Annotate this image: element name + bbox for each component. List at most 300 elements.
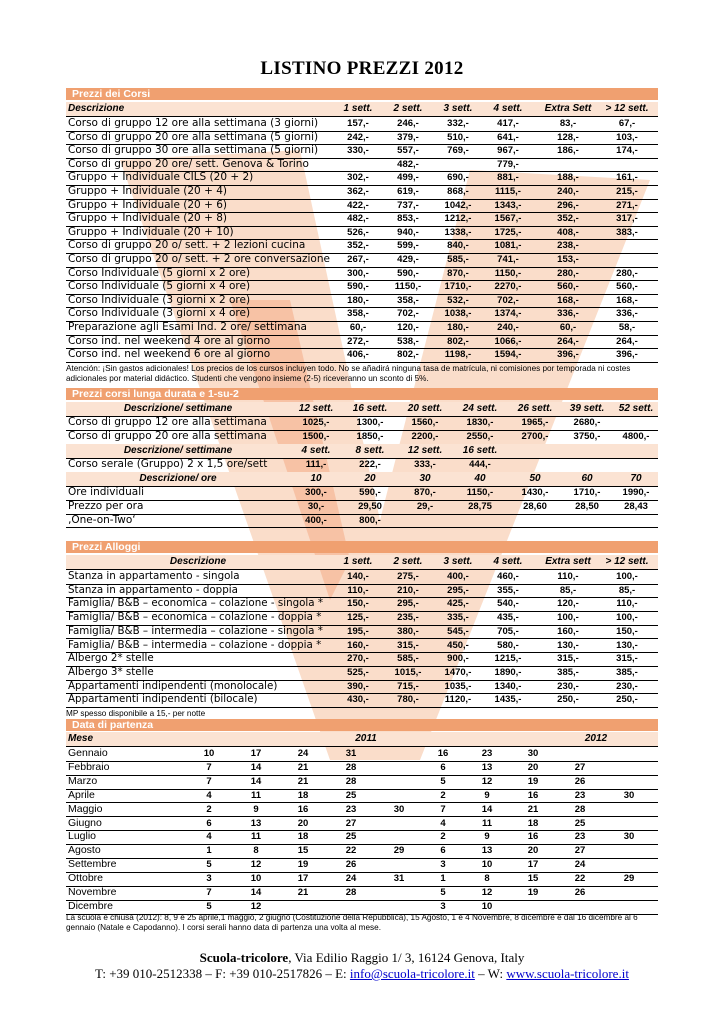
date-day: 23 [574, 789, 586, 801]
date-day: 30 [623, 831, 635, 843]
lunga-header-2-cell: 12 sett. [407, 445, 443, 456]
alloggi-row-value: 210,- [397, 584, 419, 596]
alloggi-header-cell: 3 sett. [443, 556, 473, 567]
date-day: 19 [297, 859, 309, 871]
corsi-row-value: 358,- [397, 294, 419, 306]
date-month: Maggio [68, 802, 103, 815]
corsi-row-value: 336,- [616, 308, 638, 320]
date-row [66, 872, 658, 887]
corsi-row-value: 499,- [397, 172, 419, 184]
corsi-row-value: 840,- [447, 240, 469, 252]
date-day: 12 [481, 887, 493, 898]
lunga-header-3-cell: 70 [630, 473, 642, 484]
corsi-row-value: 526,- [347, 226, 369, 238]
alloggi-row-value: 295,- [397, 598, 419, 610]
date-day: 20 [297, 817, 309, 829]
ore-row-value: 28,75 [468, 500, 492, 512]
corsi-row [66, 239, 658, 254]
footer-address [0, 950, 724, 966]
date-day: 28 [345, 887, 357, 898]
date-day: 18 [527, 817, 539, 829]
corsi-row-value: 67,- [618, 118, 636, 129]
alloggi-row-value: 125,- [347, 612, 369, 624]
alloggi-row-value: 100,- [616, 612, 638, 624]
corsi-row-value: 330,- [347, 145, 369, 157]
date-day: 31 [345, 748, 357, 759]
corsi-row-value: 881,- [497, 172, 519, 184]
corsi-row-label: Corso di gruppo 20 o/ sett. + 2 lezioni cucina [68, 239, 306, 252]
corsi-row-value: 741,- [497, 254, 519, 265]
corsi-row [66, 185, 658, 200]
date-day: 24 [574, 859, 586, 871]
date-day: 10 [481, 900, 493, 912]
ore-row-value: 29,50 [358, 500, 382, 512]
alloggi-row-value: 580,- [497, 639, 519, 651]
alloggi-row-value: 430,- [347, 694, 369, 706]
corsi-row-value: 300,- [347, 267, 369, 279]
date-day: 9 [484, 831, 490, 843]
alloggi-row-value: 110,- [347, 584, 369, 596]
corsi-row-value: 1212,- [444, 213, 472, 225]
lunga-header-2-cell: 16 sett. [462, 445, 498, 456]
corsi-row-value: 280,- [557, 267, 579, 279]
corsi-row-value: 1725,- [494, 226, 522, 238]
lunga-header-3-cell: 40 [474, 473, 486, 484]
lunga-row-value: 2700,- [521, 430, 549, 442]
lunga-header-3-cell: 10 [310, 473, 322, 484]
corsi-row [66, 321, 658, 336]
ore-row-value: 30,- [307, 500, 325, 512]
corsi-row-value: 1710,- [444, 281, 472, 293]
corsi-row-value: 1567,- [494, 213, 522, 225]
alloggi-row-value: 1890,- [494, 666, 522, 678]
corsi-row-label: Gruppo + Individuale (20 + 8) [68, 212, 227, 225]
alloggi-row [66, 652, 658, 667]
corsi-row-value: 188,- [557, 172, 579, 184]
ore-row-value: 29,- [416, 500, 434, 512]
alloggi-row-value: 150,- [347, 598, 369, 610]
lunga-header-1-cell: 52 sett. [618, 403, 654, 414]
section-corsi: Prezzi dei Corsi [66, 88, 658, 100]
date-day: 22 [574, 873, 586, 885]
date-day: 7 [206, 761, 212, 773]
corsi-row-value: 358,- [347, 308, 369, 320]
alloggi-row-value: 130,- [557, 639, 579, 651]
corsi-row [66, 226, 658, 241]
corsi-row [66, 307, 658, 322]
corsi-row-value: 560,- [616, 281, 638, 293]
alloggi-row-label: Albergo 3* stelle [68, 665, 154, 678]
corsi-header [66, 102, 658, 117]
alloggi-header-cell: 4 sett. [493, 556, 523, 567]
date-day: 6 [440, 845, 446, 857]
alloggi-row-value: 715,- [397, 680, 419, 692]
date-row [66, 747, 658, 762]
date-day: 27 [574, 761, 586, 773]
lunga-row [66, 430, 658, 445]
corsi-row-value: 1042,- [444, 199, 472, 211]
date-month: Febbraio [68, 760, 110, 773]
lunga-header-3-cell: 50 [529, 473, 541, 484]
corsi-header-cell: Extra Sett [544, 103, 592, 114]
corsi-row-value: 58,- [618, 322, 636, 333]
date-day: 4 [206, 831, 212, 843]
alloggi-row-value: 540,- [497, 598, 519, 610]
lunga-row-value: 1500,- [302, 430, 330, 442]
alloggi-row-label: Appartamenti indipendenti (bilocale) [68, 693, 258, 706]
date-day: 3 [206, 873, 212, 885]
corsi-row-value: 802,- [397, 349, 419, 361]
serale-row [66, 458, 658, 473]
lunga-header-1 [66, 402, 658, 417]
alloggi-row-value: 1340,- [494, 680, 522, 692]
corsi-row-value: 1338,- [444, 226, 472, 238]
alloggi-row-label: Stanza in appartamento - singola [68, 570, 240, 582]
corsi-row-value: 264,- [616, 335, 638, 347]
date-row [66, 775, 658, 790]
lunga-row-value: 1830,- [466, 417, 494, 428]
date-day: 16 [527, 789, 539, 801]
date-month: Novembre [68, 886, 117, 898]
alloggi-header-cell: 1 sett. [343, 556, 373, 567]
corsi-row [66, 144, 658, 159]
date-day: 21 [297, 761, 309, 773]
corsi-row-value: 180,- [347, 294, 369, 306]
corsi-row-label: Corso di gruppo 30 ore alla settimana (5 giorni) [68, 144, 319, 157]
date-day: 15 [527, 873, 539, 885]
ore-row-value: 1430,- [521, 487, 549, 498]
serale-row-value: 111,- [305, 459, 327, 470]
date-row [66, 803, 658, 818]
corsi-row [66, 294, 658, 309]
date-day: 4 [206, 789, 212, 801]
alloggi-row-label: Famiglia/ B&B – intermedia – colazione - singola * [68, 624, 323, 637]
corsi-row-value: 482,- [347, 213, 369, 225]
school-name: Scuola-tricolore [199, 950, 289, 965]
corsi-row-value: 157,- [347, 118, 369, 129]
date-day: 2 [440, 789, 446, 801]
corsi-header-cell: > 12 sett. [605, 103, 649, 114]
date-day: 16 [297, 803, 309, 815]
date-day: 26 [345, 859, 357, 871]
corsi-row [66, 348, 658, 363]
date-row [66, 789, 658, 804]
corsi-row-label: Corso Individuale (5 giorni x 2 ore) [68, 266, 251, 279]
corsi-row-value: 802,- [447, 335, 469, 347]
date-day: 3 [440, 900, 446, 912]
date-day: 28 [345, 761, 357, 773]
alloggi-row-value: 250,- [557, 694, 579, 706]
corsi-row-value: 272,- [347, 335, 369, 347]
date-day: 11 [250, 789, 262, 801]
section-date: Data di partenza [66, 719, 658, 731]
date-day: 10 [203, 748, 215, 759]
alloggi-row-value: 230,- [616, 680, 638, 692]
alloggi-row-value: 235,- [397, 612, 419, 624]
corsi-row-value: 271,- [616, 199, 638, 211]
corsi-row-value: 585,- [447, 254, 469, 265]
date-month: Agosto [68, 844, 101, 857]
corsi-row-value: 769,- [447, 145, 469, 157]
date-day: 13 [481, 845, 493, 857]
corsi-row-value: 180,- [447, 322, 469, 333]
corsi-row-value: 240,- [497, 322, 519, 333]
corsi-row-value: 967,- [497, 145, 519, 157]
ore-row-label: Prezzo per ora [68, 499, 144, 512]
ore-row-value: 28,43 [624, 500, 648, 512]
date-day: 30 [527, 748, 539, 759]
corsi-row-label: Corso Individuale (3 giorni x 2 ore) [68, 293, 251, 306]
section-alloggi: Prezzi Alloggi [66, 541, 658, 553]
alloggi-row-value: 335,- [447, 612, 469, 624]
corsi-row-value: 60,- [559, 322, 577, 333]
corsi-row-value: 599,- [397, 240, 419, 252]
date-day: 12 [250, 859, 262, 871]
corsi-row [66, 267, 658, 282]
corsi-row-value: 853,- [397, 213, 419, 225]
web-link[interactable]: www.scuola-tricolore.it [506, 966, 629, 981]
serale-row-value: 222,- [359, 459, 381, 470]
alloggi-row-value: 525,- [347, 666, 369, 678]
corsi-row [66, 171, 658, 186]
alloggi-row-value: 315,- [616, 653, 638, 665]
corsi-row-value: 332,- [447, 118, 469, 129]
corsi-row-value: 538,- [397, 335, 419, 347]
corsi-row-value: 641,- [497, 131, 519, 143]
corsi-row-value: 246,- [397, 118, 419, 129]
corsi-row-value: 590,- [347, 281, 369, 293]
alloggi-row-value: 400,- [447, 571, 469, 582]
date-day: 12 [250, 900, 262, 912]
ore-row-label: ‚One-on-Two‘ [68, 513, 136, 526]
alloggi-row-value: 385,- [616, 666, 638, 678]
date-day: 27 [574, 845, 586, 857]
corsi-row-value: 429,- [397, 254, 419, 265]
ore-row [66, 500, 658, 515]
corsi-row-value: 1198,- [444, 349, 472, 361]
email-link[interactable]: info@scuola-tricolore.it [349, 966, 475, 981]
corsi-row-value: 153,- [557, 254, 579, 265]
date-day: 17 [527, 859, 539, 871]
corsi-row-value: 379,- [397, 131, 419, 143]
web-prefix: – W: [474, 966, 507, 981]
alloggi-row-value: 100,- [557, 612, 579, 624]
corsi-row-value: 1150,- [394, 281, 422, 293]
corsi-row-value: 1374,- [494, 308, 522, 320]
corsi-row-value: 103,- [616, 131, 638, 143]
date-day: 17 [297, 873, 309, 885]
date-day: 23 [574, 831, 586, 843]
corsi-row-value: 702,- [397, 308, 419, 320]
corsi-row-value: 702,- [497, 294, 519, 306]
lunga-row-value: 2550,- [466, 430, 494, 442]
date-day: 1 [206, 845, 212, 857]
lunga-header-1-cell: 12 sett. [298, 403, 334, 414]
corsi-row [66, 117, 658, 132]
date-header [66, 732, 658, 747]
date-day: 5 [206, 900, 212, 912]
alloggi-row-value: 390,- [347, 680, 369, 692]
corsi-row-label: Gruppo + Individuale (20 + 6) [68, 198, 227, 211]
date-day: 24 [297, 748, 309, 759]
alloggi-header-cell: 2 sett. [393, 556, 423, 567]
date-month: Aprile [68, 788, 95, 801]
date-month: Settembre [68, 858, 117, 871]
lunga-header-3-cell: Descrizione/ ore [139, 473, 217, 484]
lunga-header-1-cell: Descrizione/ settimane [123, 403, 233, 414]
alloggi-row-label: Albergo 2* stelle [68, 652, 154, 665]
date-day: 3 [440, 859, 446, 871]
corsi-header-cell: 1 sett. [343, 103, 373, 114]
corsi-row-label: Corso ind. nel weekend 6 ore al giorno [68, 348, 271, 361]
date-header-cell: 2012 [584, 733, 608, 744]
corsi-header-cell: 4 sett. [493, 103, 523, 114]
corsi-row-value: 417,- [497, 118, 519, 129]
date-day: 17 [250, 748, 262, 759]
date-day: 28 [345, 775, 357, 787]
date-day: 25 [574, 817, 586, 829]
date-row [66, 886, 658, 901]
corsi-row-value: 560,- [557, 281, 579, 293]
lunga-row-label: Corso di gruppo 20 ore alla settimana [68, 429, 267, 442]
ore-row-label: Ore individuali [68, 486, 145, 498]
corsi-row [66, 158, 658, 173]
date-note: La scuola è chiusa (2012): 8, 9 e 25 aprile,1 maggio, 2 giugno (Costituzione della Repubblica), 15 Agosto, 1 e 4 Novembre, 8 dicembre e dal 16 dicembre al 6 gennaio (Natale e Capodanno). I corsi serali hanno data di partenza una volta al mese. [66, 913, 638, 932]
corsi-row-value: 482,- [397, 158, 419, 170]
date-day: 26 [574, 887, 586, 898]
alloggi-row-value: 355,- [497, 584, 519, 596]
date-row [66, 761, 658, 776]
lunga-header-2-cell: 8 sett. [355, 445, 385, 456]
corsi-row-label: Corso Individuale (3 giorni x 4 ore) [68, 307, 251, 320]
date-month: Marzo [68, 774, 98, 787]
alloggi-header [66, 555, 658, 570]
date-row [66, 817, 658, 832]
date-day: 2 [440, 831, 446, 843]
alloggi-row-value: 120,- [557, 598, 579, 610]
lunga-row-value: 4800,- [622, 430, 650, 442]
lunga-row-value: 1965,- [521, 417, 549, 428]
ore-row-value: 28,50 [575, 500, 599, 512]
ore-row-value: 870,- [414, 487, 436, 498]
date-day: 29 [623, 873, 635, 885]
date-day: 23 [345, 803, 357, 815]
ore-row-value: 300,- [305, 487, 327, 498]
corsi-row-value: 590,- [397, 267, 419, 279]
date-day: 15 [297, 845, 309, 857]
date-day: 29 [393, 845, 405, 857]
date-day: 23 [481, 748, 493, 759]
corsi-row-value: 168,- [557, 294, 579, 306]
alloggi-row-value: 380,- [397, 625, 419, 637]
alloggi-row-value: 85,- [559, 584, 577, 596]
alloggi-row-value: 110,- [616, 598, 638, 610]
date-month: Giugno [68, 816, 102, 829]
date-day: 5 [440, 887, 446, 898]
corsi-row-value: 60,- [349, 322, 367, 333]
alloggi-row-value: 270,- [347, 653, 369, 665]
date-day: 19 [527, 775, 539, 787]
alloggi-row-label: Appartamenti indipendenti (monolocale) [68, 679, 278, 692]
date-day: 5 [440, 775, 446, 787]
date-header-cell: Mese [68, 733, 94, 744]
serale-row-label: Corso serale (Gruppo) 2 x 1,5 ore/sett [68, 458, 268, 470]
date-day: 8 [484, 873, 490, 885]
alloggi-row [66, 625, 658, 640]
alloggi-row-label: Famiglia/ B&B – intermedia – colazione - doppia * [68, 638, 322, 651]
alloggi-row-value: 150,- [616, 625, 638, 637]
corsi-row-value: 336,- [557, 308, 579, 320]
corsi-row-value: 362,- [347, 186, 369, 197]
corsi-row [66, 280, 658, 295]
corsi-row-value: 1150,- [494, 267, 522, 279]
alloggi-row-value: 295,- [447, 584, 469, 596]
corsi-row-label: Corso ind. nel weekend 4 ore al giorno [68, 334, 271, 347]
alloggi-row-value: 275,- [397, 571, 419, 582]
date-day: 6 [206, 817, 212, 829]
ore-row-value: 400,- [305, 514, 327, 526]
corsi-header-cell: Descrizione [68, 103, 125, 114]
lunga-row-value: 1300,- [356, 417, 384, 428]
corsi-row-value: 396,- [616, 349, 638, 361]
lunga-header-1-cell: 26 sett. [517, 403, 553, 414]
corsi-row-value: 264,- [557, 335, 579, 347]
date-day: 30 [393, 803, 405, 815]
date-day: 21 [527, 803, 539, 815]
corsi-row-value: 940,- [397, 226, 419, 238]
corsi-row-value: 737,- [397, 199, 419, 211]
alloggi-row-label: Stanza in appartamento - doppia [68, 583, 238, 596]
alloggi-row [66, 666, 658, 681]
alloggi-row [66, 639, 658, 654]
corsi-row-value: 174,- [616, 145, 638, 157]
ore-row [66, 486, 658, 501]
date-day: 16 [437, 748, 449, 759]
corsi-row-label: Corso di gruppo 12 ore alla settimana (3 giorni) [68, 117, 319, 129]
corsi-row [66, 335, 658, 350]
alloggi-row-value: 230,- [557, 680, 579, 692]
date-day: 25 [345, 831, 357, 843]
date-day: 8 [253, 845, 259, 857]
date-row [66, 844, 658, 859]
alloggi-header-cell: Extra sett [545, 556, 591, 567]
date-day: 27 [345, 817, 357, 829]
alloggi-row [66, 570, 658, 585]
alloggi-row-value: 110,- [557, 571, 579, 582]
alloggi-row [66, 584, 658, 599]
corsi-row [66, 253, 658, 268]
alloggi-row-value: 780,- [397, 694, 419, 706]
date-day: 19 [527, 887, 539, 898]
alloggi-row-value: 1435,- [494, 694, 522, 706]
corsi-row-value: 1594,- [494, 349, 522, 361]
date-day: 2 [206, 803, 212, 815]
date-day: 10 [250, 873, 262, 885]
corsi-row-label: Gruppo + Individuale CILS (20 + 2) [68, 171, 254, 184]
page-title: LISTINO PREZZI 2012 [260, 58, 464, 79]
corsi-row-value: 619,- [397, 186, 419, 197]
date-day: 30 [623, 789, 635, 801]
alloggi-row-value: 705,- [497, 625, 519, 637]
lunga-header-3 [66, 472, 658, 487]
corsi-row-value: 1115,- [495, 186, 521, 197]
alloggi-row-value: 425,- [447, 598, 469, 610]
date-day: 13 [481, 761, 493, 773]
date-day: 7 [206, 887, 212, 898]
corsi-row-value: 690,- [447, 172, 469, 184]
alloggi-row-value: 130,- [616, 639, 638, 651]
alloggi-row-value: 1215,- [494, 653, 522, 665]
